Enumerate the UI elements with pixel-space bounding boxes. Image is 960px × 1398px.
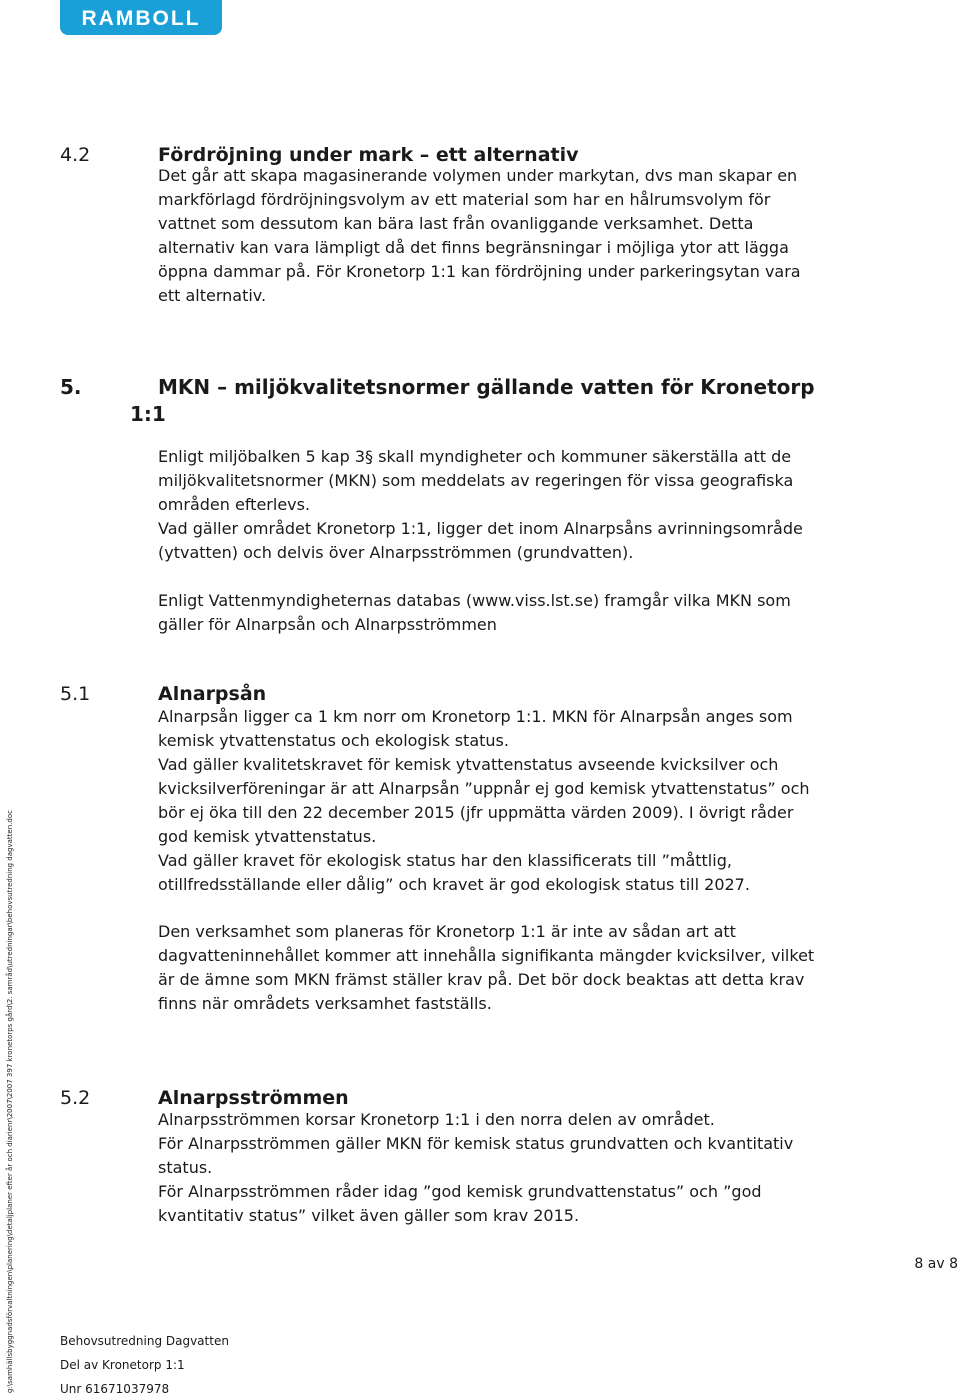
logo-text: RAMBOLL — [81, 6, 201, 30]
section-title-5-line2: 1:1 — [130, 402, 166, 426]
section-number-4-2: 4.2 — [60, 144, 91, 166]
text-line: otillfredsställande eller dålig” och kravet är god ekologisk status till 2027. — [158, 875, 750, 894]
text-line: kemisk ytvattenstatus och ekologisk status. — [158, 731, 509, 750]
section-number-5: 5. — [60, 375, 82, 399]
text-line: kvantitativ status” vilket även gäller som krav 2015. — [158, 1206, 580, 1225]
text-line: områden efterlevs. — [158, 495, 311, 514]
text-line: (ytvatten) och delvis över Alnarpsströmmen (grundvatten). — [158, 543, 634, 562]
footer-document-title: Behovsutredning Dagvatten — [60, 1334, 229, 1348]
section-title-5-1: Alnarpsån — [158, 683, 267, 705]
text-line: Alnarpsströmmen korsar Kronetorp 1:1 i den norra delen av området. — [158, 1110, 715, 1129]
text-line: ett alternativ. — [158, 286, 267, 305]
text-line: Vad gäller området Kronetorp 1:1, ligger det inom Alnarpsåns avrinningsområde — [158, 519, 803, 538]
text-line: markförlagd fördröjningsvolym av ett material som har en hålrumsvolym för — [158, 190, 771, 209]
text-line: bör ej öka till den 22 december 2015 (jfr uppmätta värden 2009). I övrigt råder — [158, 803, 794, 822]
section-number-5-1: 5.1 — [60, 683, 91, 705]
text-line: Den verksamhet som planeras för Kronetorp 1:1 är inte av sådan art att — [158, 922, 736, 941]
text-line: status. — [158, 1158, 213, 1177]
text-line: Enligt Vattenmyndigheternas databas (www.viss.lst.se) framgår vilka MKN som — [158, 591, 791, 610]
side-file-path: g:\samhällsbyggnadsförvaltningen\planering\detaljplaner efter år och diarienr\2007\2007 397 kronetorps gård\2. samråd\utredningar\behovsutredning dagvatten.doc — [6, 810, 14, 1393]
footer-project: Del av Kronetorp 1:1 — [60, 1358, 185, 1372]
paragraph-4-2 — [158, 164, 801, 308]
text-line: god kemisk ytvattenstatus. — [158, 827, 377, 846]
text-line: För Alnarpsströmmen råder idag ”god kemisk grundvattenstatus” och ”god — [158, 1182, 762, 1201]
section-number-5-2: 5.2 — [60, 1087, 91, 1109]
text-line: För Alnarpsströmmen gäller MKN för kemisk status grundvatten och kvantitativ — [158, 1134, 794, 1153]
paragraph-5-1-b — [158, 920, 814, 1016]
text-line: kvicksilverföreningar är att Alnarpsån ”uppnår ej god kemisk ytvattenstatus” och — [158, 779, 810, 798]
text-line: vattnet som dessutom kan bära last från ovanliggande verksamhet. Detta — [158, 214, 754, 233]
text-line: gäller för Alnarpsån och Alnarpsströmmen — [158, 615, 497, 634]
text-line: Enligt miljöbalken 5 kap 3§ skall myndigheter och kommuner säkerställa att de — [158, 447, 792, 466]
page-number: 8 av 8 — [914, 1256, 958, 1272]
paragraph-5-b — [158, 589, 791, 637]
text-line: dagvatteninnehållet kommer att innehålla signifikanta mängder kvicksilver, vilket — [158, 946, 815, 965]
text-line: alternativ kan vara lämpligt då det finns begränsningar i möjliga ytor att lägga — [158, 238, 789, 257]
ramboll-wordmark — [66, 6, 216, 30]
paragraph-5-a — [158, 445, 803, 565]
text-line: är de ämne som MKN främst ställer krav på. Det bör dock beaktas att detta krav — [158, 970, 805, 989]
text-line: öppna dammar på. För Kronetorp 1:1 kan fördröjning under parkeringsytan vara — [158, 262, 801, 281]
footer-unr: Unr 61671037978 — [60, 1382, 170, 1396]
text-line: Alnarpsån ligger ca 1 km norr om Kronetorp 1:1. MKN för Alnarpsån anges som — [158, 707, 793, 726]
text-line: Vad gäller kravet för ekologisk status har den klassificerats till ”måttlig, — [158, 851, 732, 870]
text-line: Det går att skapa magasinerande volymen under markytan, dvs man skapar en — [158, 166, 798, 185]
text-line: miljökvalitetsnormer (MKN) som meddelats av regeringen för vissa geografiska — [158, 471, 794, 490]
text-line: Vad gäller kvalitetskravet för kemisk ytvattenstatus avseende kvicksilver och — [158, 755, 779, 774]
section-title-4-2: Fördröjning under mark – ett alternativ — [158, 144, 579, 166]
ramboll-logo — [60, 0, 222, 35]
text-line: finns när områdets verksamhet fastställs. — [158, 994, 492, 1013]
paragraph-5-1-a — [158, 705, 810, 897]
paragraph-5-2 — [158, 1108, 793, 1228]
section-title-5-line1: MKN – miljökvalitetsnormer gällande vatten för Kronetorp — [158, 375, 815, 399]
section-title-5-2: Alnarpsströmmen — [158, 1087, 349, 1109]
